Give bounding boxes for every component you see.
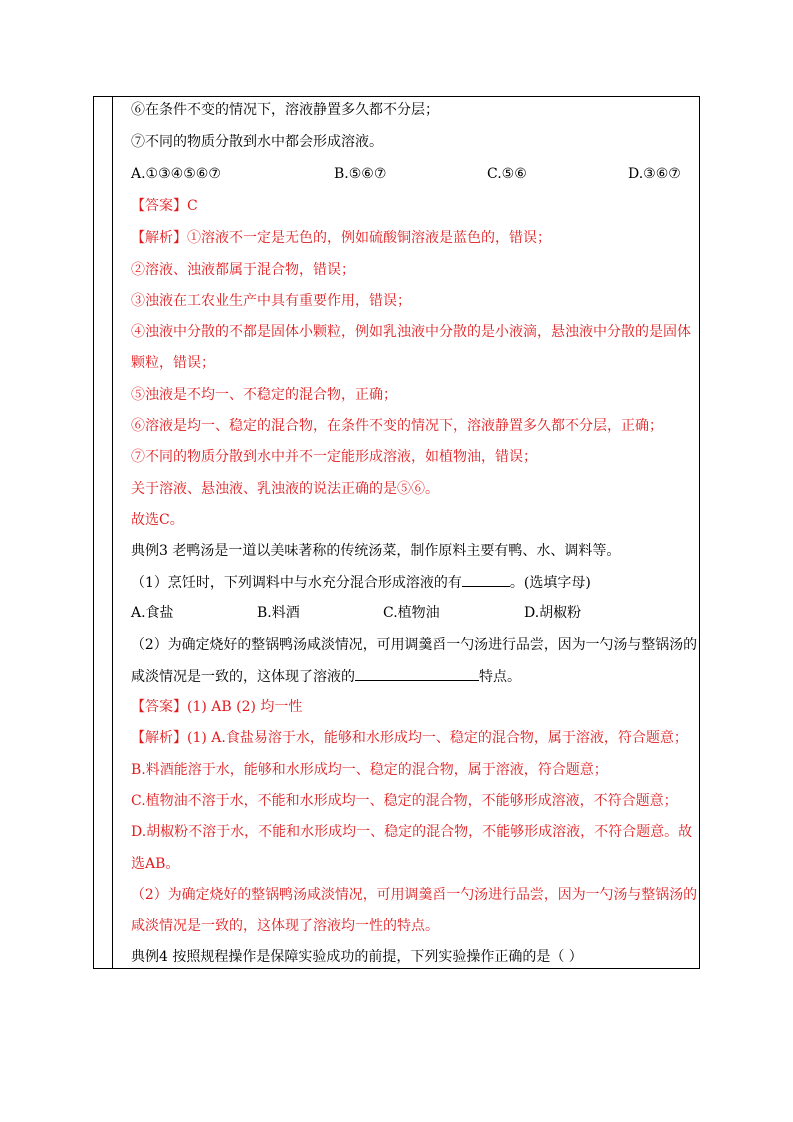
q2-answer: 【答案】C <box>131 198 198 214</box>
q2-item-6: ⑥在条件不变的情况下，溶液静置多久都不分层； <box>131 102 439 118</box>
example3-sub2-tail: 特点。 <box>479 669 521 685</box>
q2-item-7: ⑦不同的物质分散到水中都会形成溶液。 <box>131 134 383 150</box>
q2-explanation-line: ⑥溶液是均一、稳定的混合物，在条件不变的情况下，溶液静置多久都不分层，正确； <box>131 418 663 434</box>
q2-explanation-line: ③浊液在工农业生产中具有重要作用，错误； <box>131 293 411 309</box>
answer-blank <box>355 666 479 681</box>
example3-stem: 典例3 老鸭汤是一道以美味著称的传统汤菜，制作原料主要有鸭、水、调料等。 <box>131 543 621 559</box>
q2-explanation-line: 故选C。 <box>131 512 184 528</box>
q2-option-a: A.①③④⑤⑥⑦ <box>131 166 221 182</box>
answer-blank <box>462 572 510 587</box>
example3-option-c: C.植物油 <box>383 605 440 621</box>
example3-explanation-line: 选AB。 <box>131 856 180 872</box>
q2-explanation-line: ⑤浊液是不均一、不稳定的混合物，正确； <box>131 387 397 403</box>
example3-sub2-line1: （2）为确定烧好的整锅鸭汤咸淡情况，可用调羹舀一勺汤进行品尝，因为一勺汤与整锅汤的 <box>131 637 698 653</box>
example3-sub1-tail: 。(选填字母) <box>509 575 591 591</box>
q2-option-d: D.③⑥⑦ <box>628 166 681 182</box>
example3-explanation-line: D.胡椒粉不溶于水，不能和水形成均一、稳定的混合物，不能够形成溶液，不符合题意。故 <box>131 824 693 840</box>
example3-explanation-line: （2）为确定烧好的整锅鸭汤咸淡情况，可用调羹舀一勺汤进行品尝，因为一勺汤与整锅汤的 <box>131 887 698 903</box>
q2-explanation-line: 【解析】①溶液不一定是无色的，例如硫酸铜溶液是蓝色的，错误； <box>131 230 551 246</box>
example3-sub1 <box>131 572 697 592</box>
example3-sub1-text: （1）烹饪时，下列调料中与水充分混合形成溶液的有 <box>131 575 462 591</box>
example3-answer: 【答案】(1) AB (2) 均一性 <box>131 699 303 715</box>
example3-sub2-text: 咸淡情况是一致的，这体现了溶液的 <box>131 669 355 685</box>
q2-explanation-line: ④浊液中分散的不都是固体小颗粒，例如乳浊液中分散的是小液滴，悬浊液中分散的是固体 <box>131 324 691 340</box>
q2-explanation-line: ⑦不同的物质分散到水中并不一定能形成溶液，如植物油，错误； <box>131 449 537 465</box>
example3-explanation-line: C.植物油不溶于水，不能和水形成均一、稳定的混合物，不能够形成溶液，不符合题意； <box>131 793 678 809</box>
q2-explanation-line: ②溶液、浊液都属于混合物，错误； <box>131 262 355 278</box>
q2-options <box>131 164 697 184</box>
q2-explanation-line: 颗粒，错误； <box>131 355 215 371</box>
q2-explanation-line: 关于溶液、悬浊液、乳浊液的说法正确的是⑤⑥。 <box>131 481 439 497</box>
example3-option-a: A.食盐 <box>131 605 174 621</box>
example3-sub2-line2 <box>131 666 697 686</box>
q2-option-b: B.⑤⑥⑦ <box>334 166 387 182</box>
example3-option-d: D.胡椒粉 <box>524 605 582 621</box>
example3-options <box>131 603 697 623</box>
example3-option-b: B.料酒 <box>257 605 300 621</box>
example3-explanation-line: 【解析】(1) A.食盐易溶于水，能够和水形成均一、稳定的混合物，属于溶液，符合题意； <box>131 730 688 746</box>
example4-stem: 典例4 按照规程操作是保障实验成功的前提，下列实验操作正确的是（ ） <box>131 949 583 965</box>
q2-option-c: C.⑤⑥ <box>487 166 527 182</box>
example3-explanation-line: 咸淡情况是一致的，这体现了溶液均一性的特点。 <box>131 918 439 934</box>
left-column-divider <box>112 97 113 968</box>
example3-explanation-line: B.料酒能溶于水，能够和水形成均一、稳定的混合物，属于溶液，符合题意； <box>131 762 608 778</box>
